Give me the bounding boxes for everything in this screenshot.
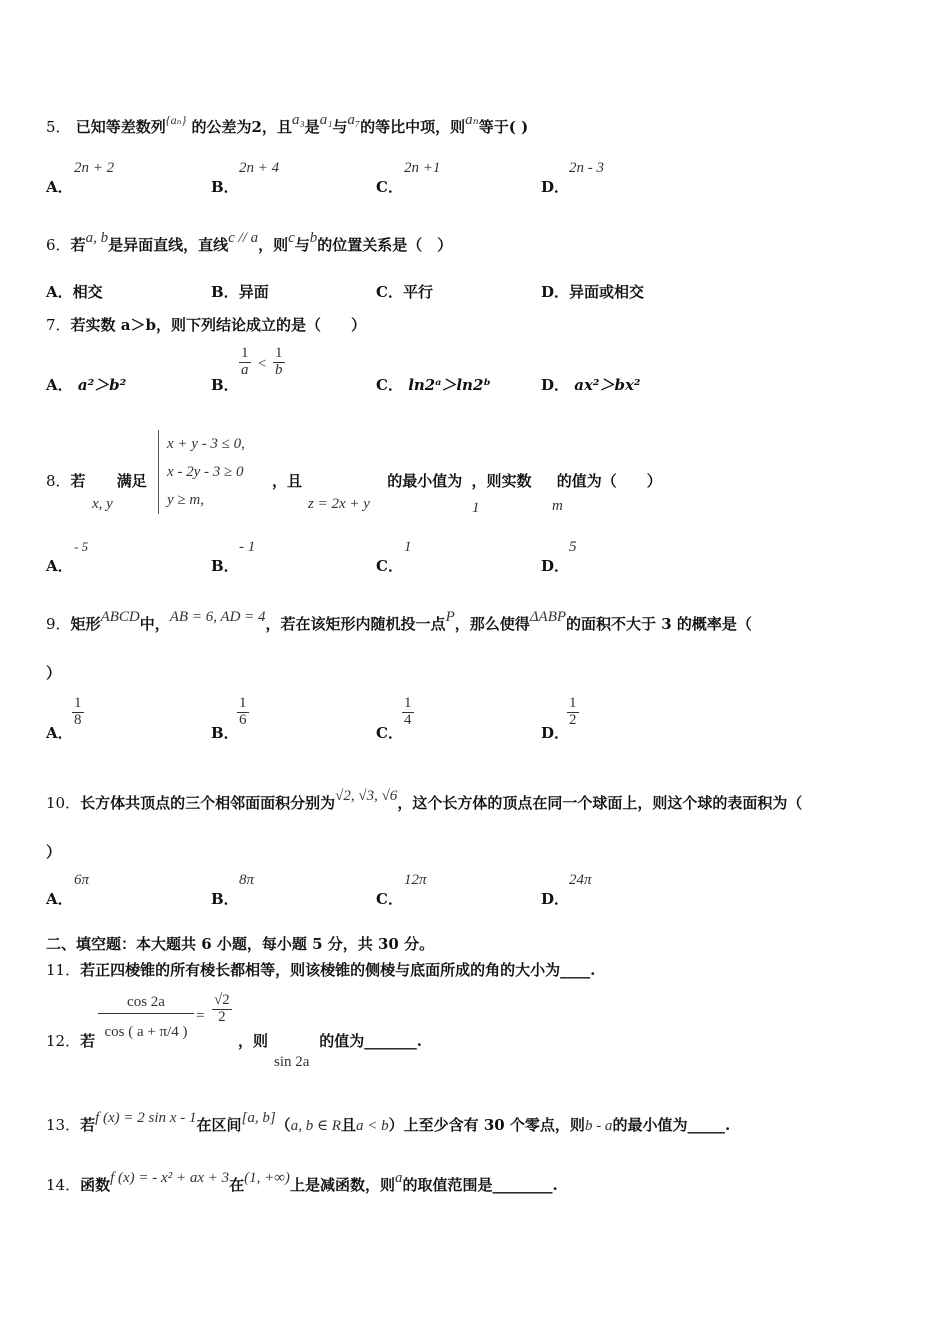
q9-options bbox=[46, 695, 926, 752]
option-d[interactable]: D． 24π bbox=[541, 872, 592, 908]
question-8: 8．若 x, y 满足 bbox=[46, 472, 147, 512]
math-an: aₙ bbox=[465, 112, 479, 128]
option-c[interactable]: C． 12π bbox=[376, 872, 427, 908]
option-a[interactable]: A． $\frac{1}{8}$ bbox=[46, 695, 82, 742]
question-6: 6．若a, b是异面直线，直线c // a，则c与b的位置关系是（ ） bbox=[46, 230, 453, 254]
question-14: 14．函数f (x) = - x² + ax + 3在(1, +∞)上是减函数，则a的取值范围是________. bbox=[46, 1170, 558, 1194]
option-a[interactable]: A． 2n + 2 bbox=[46, 160, 115, 196]
q5-options bbox=[46, 160, 926, 206]
question-number: 5． bbox=[46, 118, 71, 136]
option-b[interactable]: B． $\frac{1}{6}$ bbox=[211, 695, 247, 742]
q7-options bbox=[46, 345, 926, 404]
option-d[interactable]: D． 2n - 3 bbox=[541, 160, 604, 196]
q10-options bbox=[46, 872, 926, 918]
math-sequence: {aₙ} bbox=[165, 113, 187, 127]
option-a[interactable]: A． 6π bbox=[46, 872, 90, 908]
math-a7: a₇ bbox=[347, 112, 361, 128]
fraction-cos: cos 2a cos ( a + π/4 ) bbox=[98, 994, 194, 1041]
option-b[interactable]: B． $\frac{1}{a}$ < $\frac{1}{b}$ bbox=[211, 345, 283, 394]
q6-options bbox=[46, 281, 926, 311]
option-c[interactable]: C． 1 bbox=[376, 539, 412, 575]
question-9: 9．矩形ABCD中，AB = 6, AD = 4，若在该矩形内随机投一点P，那么使得ΔABP的面积不大于 3 的概率是（ bbox=[46, 609, 752, 633]
option-d[interactable]: D．异面或相交 bbox=[541, 283, 645, 301]
option-d[interactable]: D． ax²＞bx² bbox=[541, 376, 641, 394]
option-a[interactable]: A．相交 bbox=[46, 283, 103, 301]
option-c[interactable]: C． $\frac{1}{4}$ bbox=[376, 695, 412, 742]
question-5: 5． 已知等差数列$^{\{a_n\}}$ 的公差为2，且a₃是a₁与a₇的等比中项，则aₙ等于( ) bbox=[46, 112, 529, 136]
math-a1: a₁ bbox=[319, 112, 333, 128]
option-d[interactable]: D． 5 bbox=[541, 539, 577, 575]
math-a3: a₃ bbox=[291, 112, 305, 128]
option-b[interactable]: B．异面 bbox=[211, 283, 269, 301]
option-c[interactable]: C．平行 bbox=[376, 283, 433, 301]
option-a[interactable]: A． a²＞b² bbox=[46, 376, 127, 394]
question-13: 13．若f (x) = 2 sin x - 1在区间[a, b]（a, b ∈ R且a < b）上至少含有 30 个零点，则b - a的最小值为_____. bbox=[46, 1110, 731, 1134]
option-a[interactable]: A． - 5 bbox=[46, 539, 89, 575]
question-10: 10．长方体共顶点的三个相邻面面积分别为√2, √3, √6，这个长方体的顶点在同一个球面上，则这个球的表面积为（ bbox=[46, 788, 803, 812]
constraint-system: x + y - 3 ≤ 0, x - 2y - 3 ≥ 0 y ≥ m, bbox=[158, 430, 245, 514]
question-12: 12．若 bbox=[46, 1032, 96, 1050]
option-c[interactable]: C． 2n +1 bbox=[376, 160, 441, 196]
math-ab: a, b bbox=[85, 230, 109, 246]
question-7: 7．若实数 a＞b，则下列结论成立的是（ ） bbox=[46, 316, 366, 334]
option-c[interactable]: C． ln2ᵃ＞ln2ᵇ bbox=[376, 376, 491, 394]
option-b[interactable]: B． - 1 bbox=[211, 539, 256, 575]
option-b[interactable]: B． 8π bbox=[211, 872, 255, 908]
fraction-root: $\frac{√2}{2}$ bbox=[214, 992, 230, 1025]
q8-options bbox=[46, 539, 926, 585]
math-parallel: c // a bbox=[228, 230, 259, 246]
option-d[interactable]: D． $\frac{1}{2}$ bbox=[541, 695, 577, 742]
section-heading: 二、填空题：本大题共 6 小题，每小题 5 分，共 30 分。 bbox=[46, 935, 435, 953]
option-b[interactable]: B． 2n + 4 bbox=[211, 160, 280, 196]
question-11: 11．若正四棱锥的所有棱长都相等，则该棱锥的侧棱与底面所成的角的大小为____. bbox=[46, 961, 596, 979]
